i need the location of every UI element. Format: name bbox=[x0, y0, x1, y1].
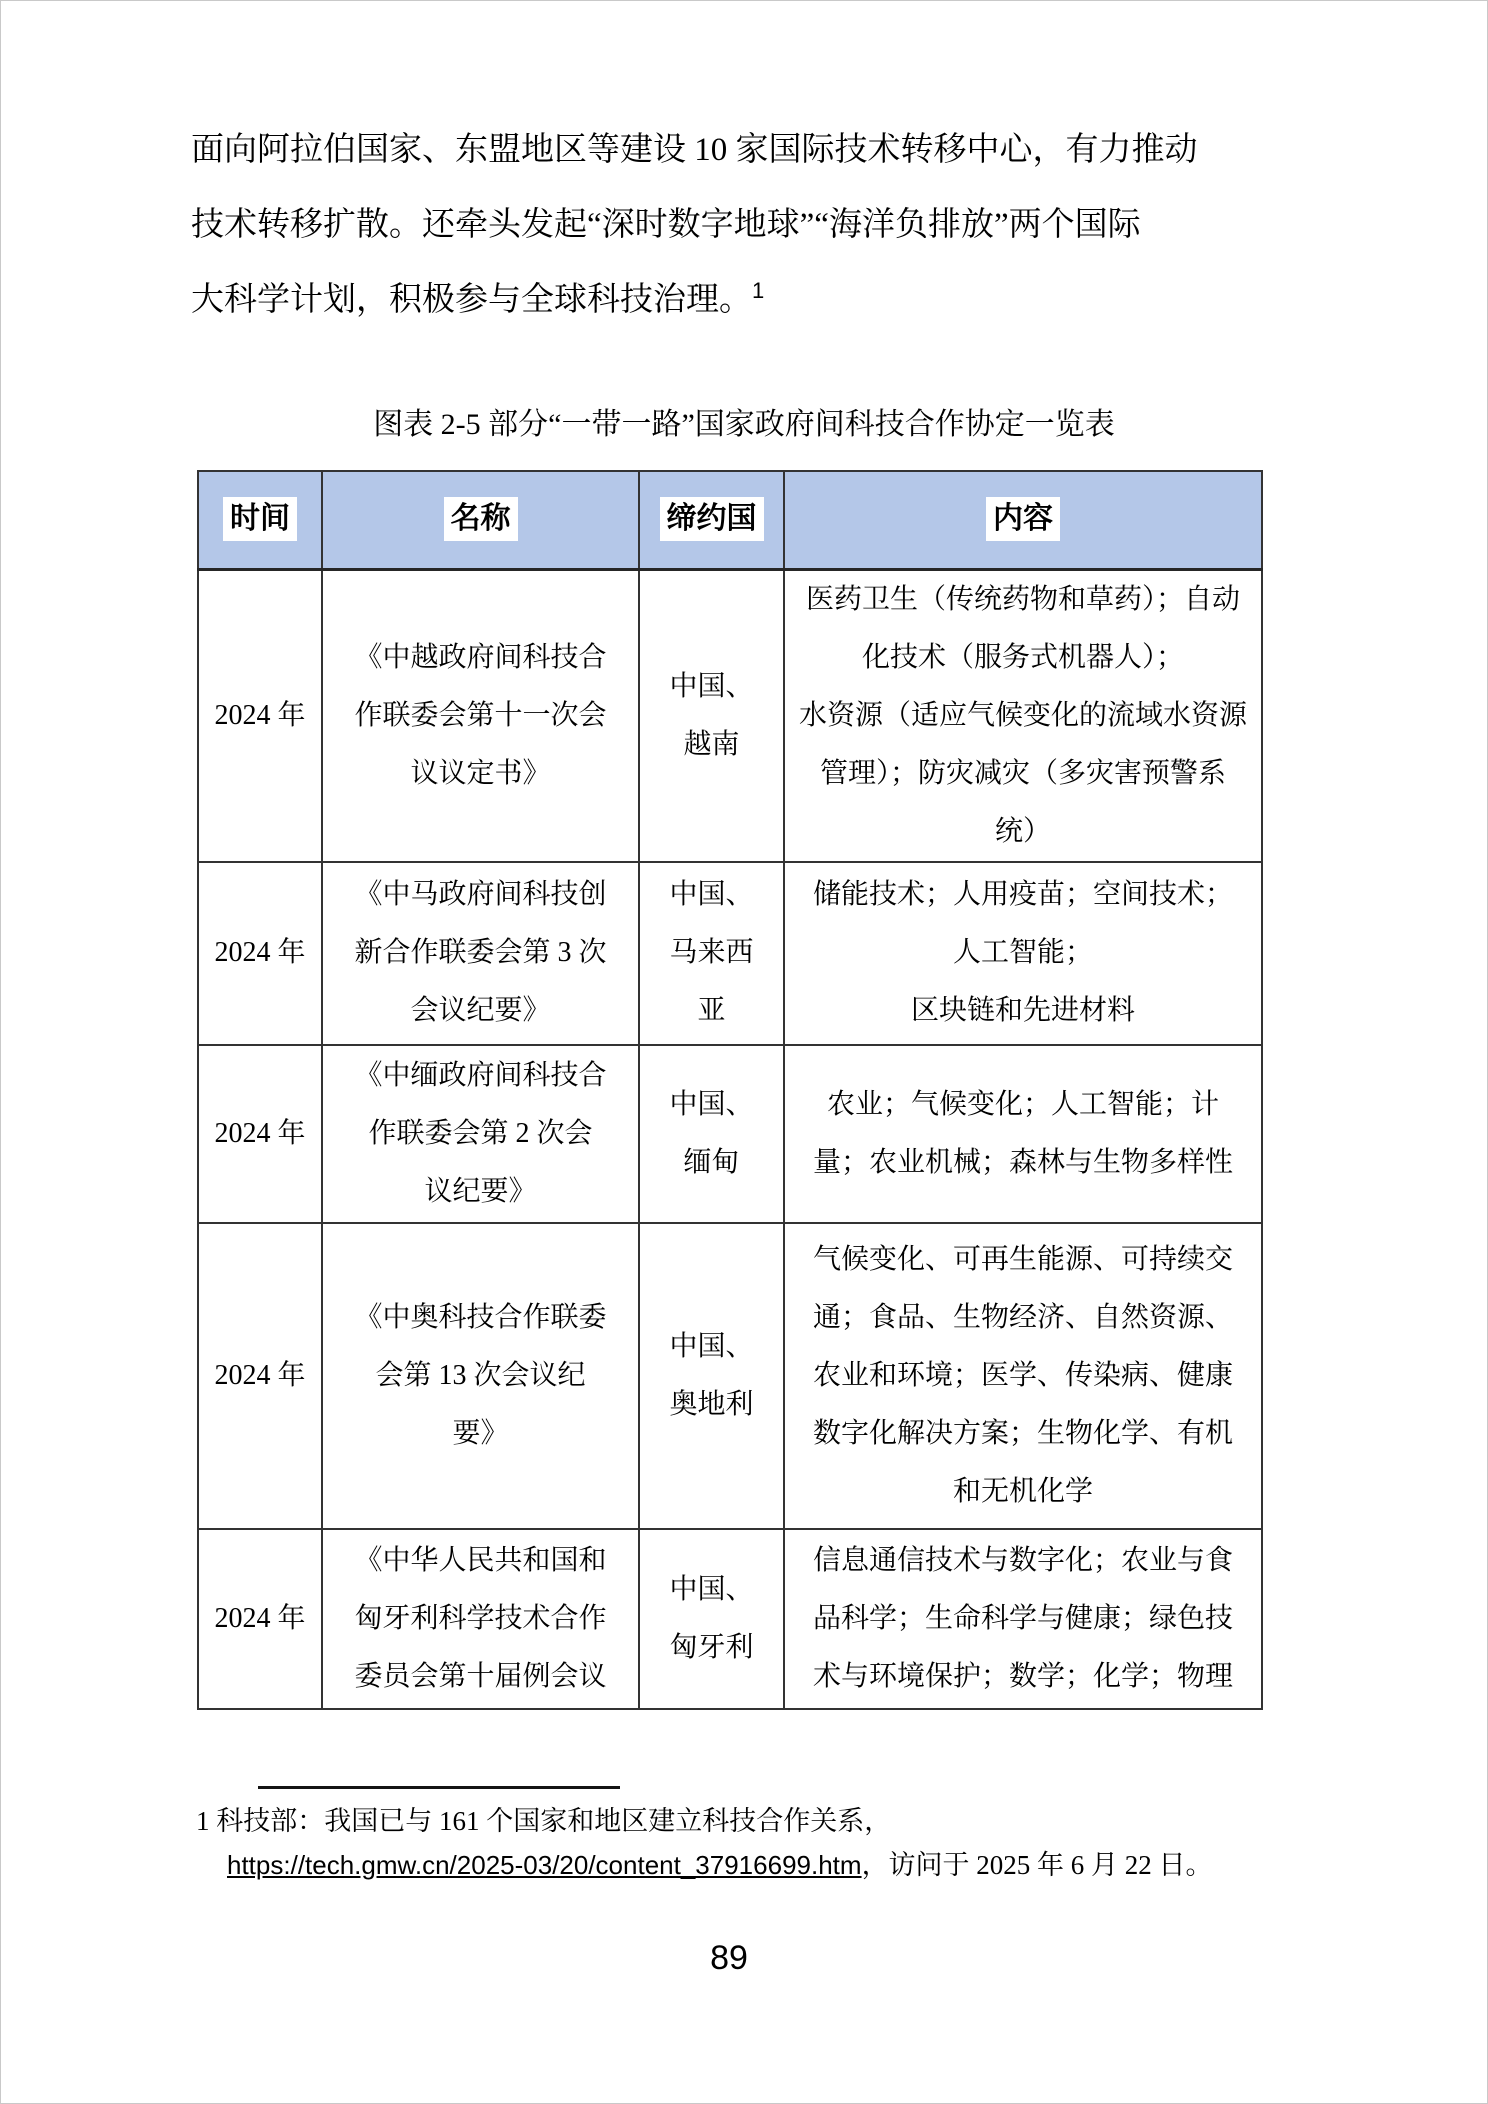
footnote-access-date: ，访问于 2025 年 6 月 22 日。 bbox=[861, 1849, 1213, 1880]
cell-content: 农业；气候变化；人工智能；计 量；农业机械；森林与生物多样性 bbox=[784, 1045, 1262, 1223]
cell-name: 《中马政府间科技创 新合作联委会第 3 次 会议纪要》 bbox=[322, 862, 639, 1045]
body-paragraph-text: 面向阿拉伯国家、东盟地区等建设 10 家国际技术转移中心，有力推动 技术转移扩散。还牵头发起“深时数字地球”“海洋负排放”两个国际 大科学计划，积极参与全球科技治理。 bbox=[191, 132, 1198, 318]
cell-content: 储能技术；人用疫苗；空间技术； 人工智能； 区块链和先进材料 bbox=[784, 862, 1262, 1045]
cell-name: 《中奥科技合作联委 会第 13 次会议纪 要》 bbox=[322, 1223, 639, 1529]
column-header-name bbox=[322, 471, 639, 569]
column-header-content bbox=[784, 471, 1262, 569]
cell-name: 《中缅政府间科技合 作联委会第 2 次会 议纪要》 bbox=[322, 1045, 639, 1223]
cell-parties: 中国、 越南 bbox=[639, 569, 784, 862]
cell-time: 2024 年 bbox=[198, 1045, 322, 1223]
cell-time: 2024 年 bbox=[198, 1529, 322, 1709]
cell-time: 2024 年 bbox=[198, 1223, 322, 1529]
cell-parties: 中国、 缅甸 bbox=[639, 1045, 784, 1223]
footnote-url-link[interactable]: https://tech.gmw.cn/2025-03/20/content_37916699.htm bbox=[227, 1849, 862, 1880]
table-row bbox=[198, 1045, 1262, 1223]
cell-time: 2024 年 bbox=[198, 862, 322, 1045]
page-number: 89 bbox=[710, 1938, 748, 1977]
cell-content: 信息通信技术与数字化；农业与食 品科学；生命科学与健康；绿色技 术与环境保护；数学；化学；物理 bbox=[784, 1529, 1262, 1709]
column-header-content-label: 内容 bbox=[986, 497, 1060, 541]
cell-parties: 中国、 马来西 亚 bbox=[639, 862, 784, 1045]
table-header-row bbox=[198, 471, 1262, 569]
column-header-name-label: 名称 bbox=[444, 497, 518, 541]
column-header-parties-label: 缔约国 bbox=[660, 497, 764, 541]
cell-name: 《中越政府间科技合 作联委会第十一次会 议议定书》 bbox=[322, 569, 639, 862]
footnote-url-line bbox=[196, 1843, 1487, 1887]
column-header-time-label: 时间 bbox=[223, 497, 297, 541]
table-caption: 图表 2-5 部分“一带一路”国家政府间科技合作协定一览表 bbox=[373, 408, 1115, 441]
table-row bbox=[198, 569, 1262, 862]
cell-time: 2024 年 bbox=[198, 569, 322, 862]
table-row bbox=[198, 1529, 1262, 1709]
cell-parties: 中国、 匈牙利 bbox=[639, 1529, 784, 1709]
footnote-area bbox=[196, 1786, 1487, 1887]
cell-content: 气候变化、可再生能源、可持续交 通；食品、生物经济、自然资源、 农业和环境；医学、传染病、健康 数字化解决方案；生物化学、有机 和无机化学 bbox=[784, 1223, 1262, 1529]
cell-parties: 中国、 奥地利 bbox=[639, 1223, 784, 1529]
column-header-time bbox=[198, 471, 322, 569]
column-header-parties bbox=[639, 471, 784, 569]
footnote-separator bbox=[258, 1786, 620, 1789]
cooperation-agreements-table bbox=[197, 470, 1263, 1710]
table-row bbox=[198, 862, 1262, 1045]
footnote-reference-superscript: 1 bbox=[752, 278, 765, 303]
cell-name: 《中华人民共和国和 匈牙利科学技术合作 委员会第十届例会议 bbox=[322, 1529, 639, 1709]
footnote-text: 1 科技部：我国已与 161 个国家和地区建立科技合作关系， bbox=[196, 1805, 892, 1836]
table-row bbox=[198, 1223, 1262, 1529]
cell-content: 医药卫生（传统药物和草药）；自动 化技术（服务式机器人）； 水资源（适应气候变化的流域水资源 管理）；防灾减灾（多灾害预警系 统） bbox=[784, 569, 1262, 862]
body-paragraph bbox=[191, 113, 1297, 338]
